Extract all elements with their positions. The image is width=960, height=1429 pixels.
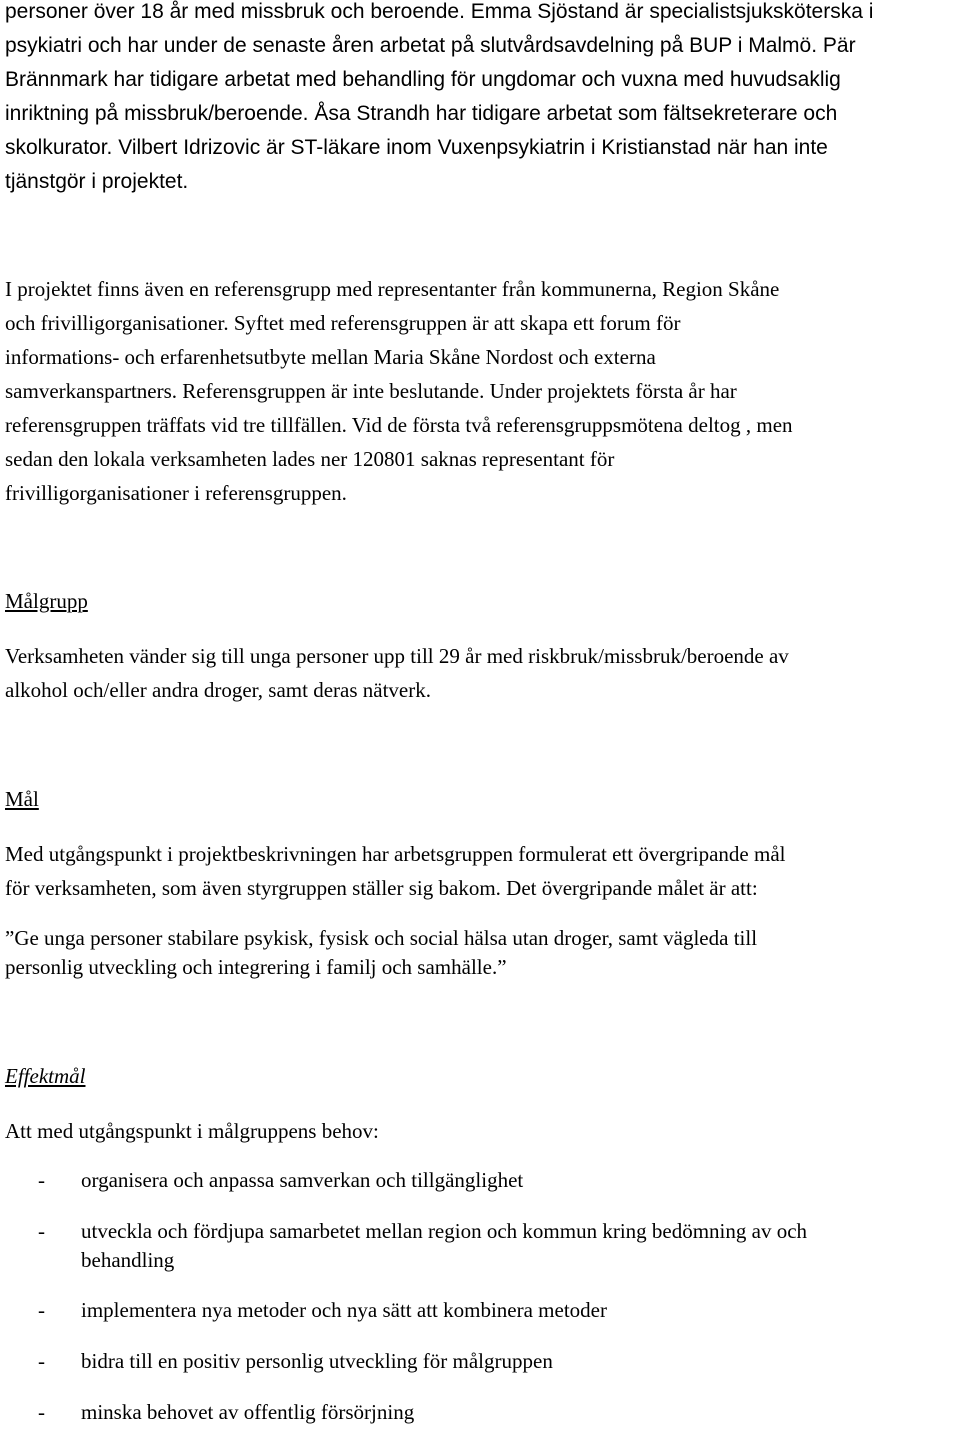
intro-line-4: inriktning på missbruk/beroende. Åsa Strandh har tidigare arbetat som fältsekreterare och [5,102,838,125]
mal-quote-line-2: personlig utveckling och integrering i familj och samhälle.” [5,955,507,979]
effektmal-heading: Effektmål [5,1064,86,1088]
mal-heading: Mål [5,787,39,811]
intro-line-5: skolkurator. Vilbert Idrizovic är ST-läkare inom Vuxenpsykiatrin i Kristianstad när han inte [5,136,828,159]
list-item-text: bidra till en positiv personlig utveckling för målgruppen [81,1349,553,1373]
list-item-text: organisera och anpassa samverkan och tillgänglighet [81,1168,524,1192]
reference-line-5: referensgruppen träffats vid tre tillfällen. Vid de första två referensgruppsmötena deltog , men [5,413,793,437]
list-dash: - [38,1298,45,1322]
reference-line-6: sedan den lokala verksamheten lades ner 120801 saknas representant för [5,447,615,471]
list-item-text: minska behovet av offentlig försörjning [81,1400,415,1424]
mal-quote-line-1: ”Ge unga personer stabilare psykisk, fysisk och social hälsa utan droger, samt vägleda till [5,926,758,950]
mal-paragraph [5,837,960,905]
malgrupp-paragraph [5,639,960,707]
reference-line-4: samverkanspartners. Referensgruppen är inte beslutande. Under projektets första år har [5,379,737,403]
reference-line-2: och frivilligorganisationer. Syftet med referensgruppen är att skapa ett forum för [5,311,681,335]
intro-line-6: tjänstgör i projektet. [5,170,189,193]
list-dash: - [38,1349,45,1373]
mal-quote [5,924,960,982]
list-dash: - [38,1400,45,1424]
mal-line-1: Med utgångspunkt i projektbeskrivningen har arbetsgruppen formulerat ett övergripande mål [5,842,786,866]
reference-line-3: informations- och erfarenhetsutbyte mellan Maria Skåne Nordost och externa [5,345,656,369]
list-item-text: utveckla och fördjupa samarbetet mellan region och kommun kring bedömning av och [81,1219,808,1243]
malgrupp-line-2: alkohol och/eller andra droger, samt deras nätverk. [5,678,431,702]
effektmal-intro: Att med utgångspunkt i målgruppens behov: [5,1119,379,1143]
reference-line-7: frivilligorganisationer i referensgruppen. [5,481,347,505]
intro-line-1: personer över 18 år med missbruk och beroende. Emma Sjöstand är specialistsjuksköterska i [5,0,874,23]
intro-line-3: Brännmark har tidigare arbetat med behandling för ungdomar och vuxna med huvudsaklig [5,68,841,91]
malgrupp-line-1: Verksamheten vänder sig till unga personer upp till 29 år med riskbruk/missbruk/beroende av [5,644,789,668]
reference-line-1: I projektet finns även en referensgrupp med representanter från kommunerna, Region Skåne [5,277,780,301]
list-dash: - [38,1168,45,1192]
intro-line-2: psykiatri och har under de senaste åren arbetat på slutvårdsavdelning på BUP i Malmö. Pär [5,34,856,57]
list-item-text: implementera nya metoder och nya sätt att kombinera metoder [81,1298,607,1322]
reference-paragraph [5,272,960,510]
mal-line-2: för verksamheten, som även styrgruppen ställer sig bakom. Det övergripande målet är att: [5,876,758,900]
malgrupp-heading: Målgrupp [5,589,88,613]
list-dash: - [38,1219,45,1243]
intro-paragraph [5,0,960,199]
list-item-text-continued: behandling [81,1248,175,1272]
